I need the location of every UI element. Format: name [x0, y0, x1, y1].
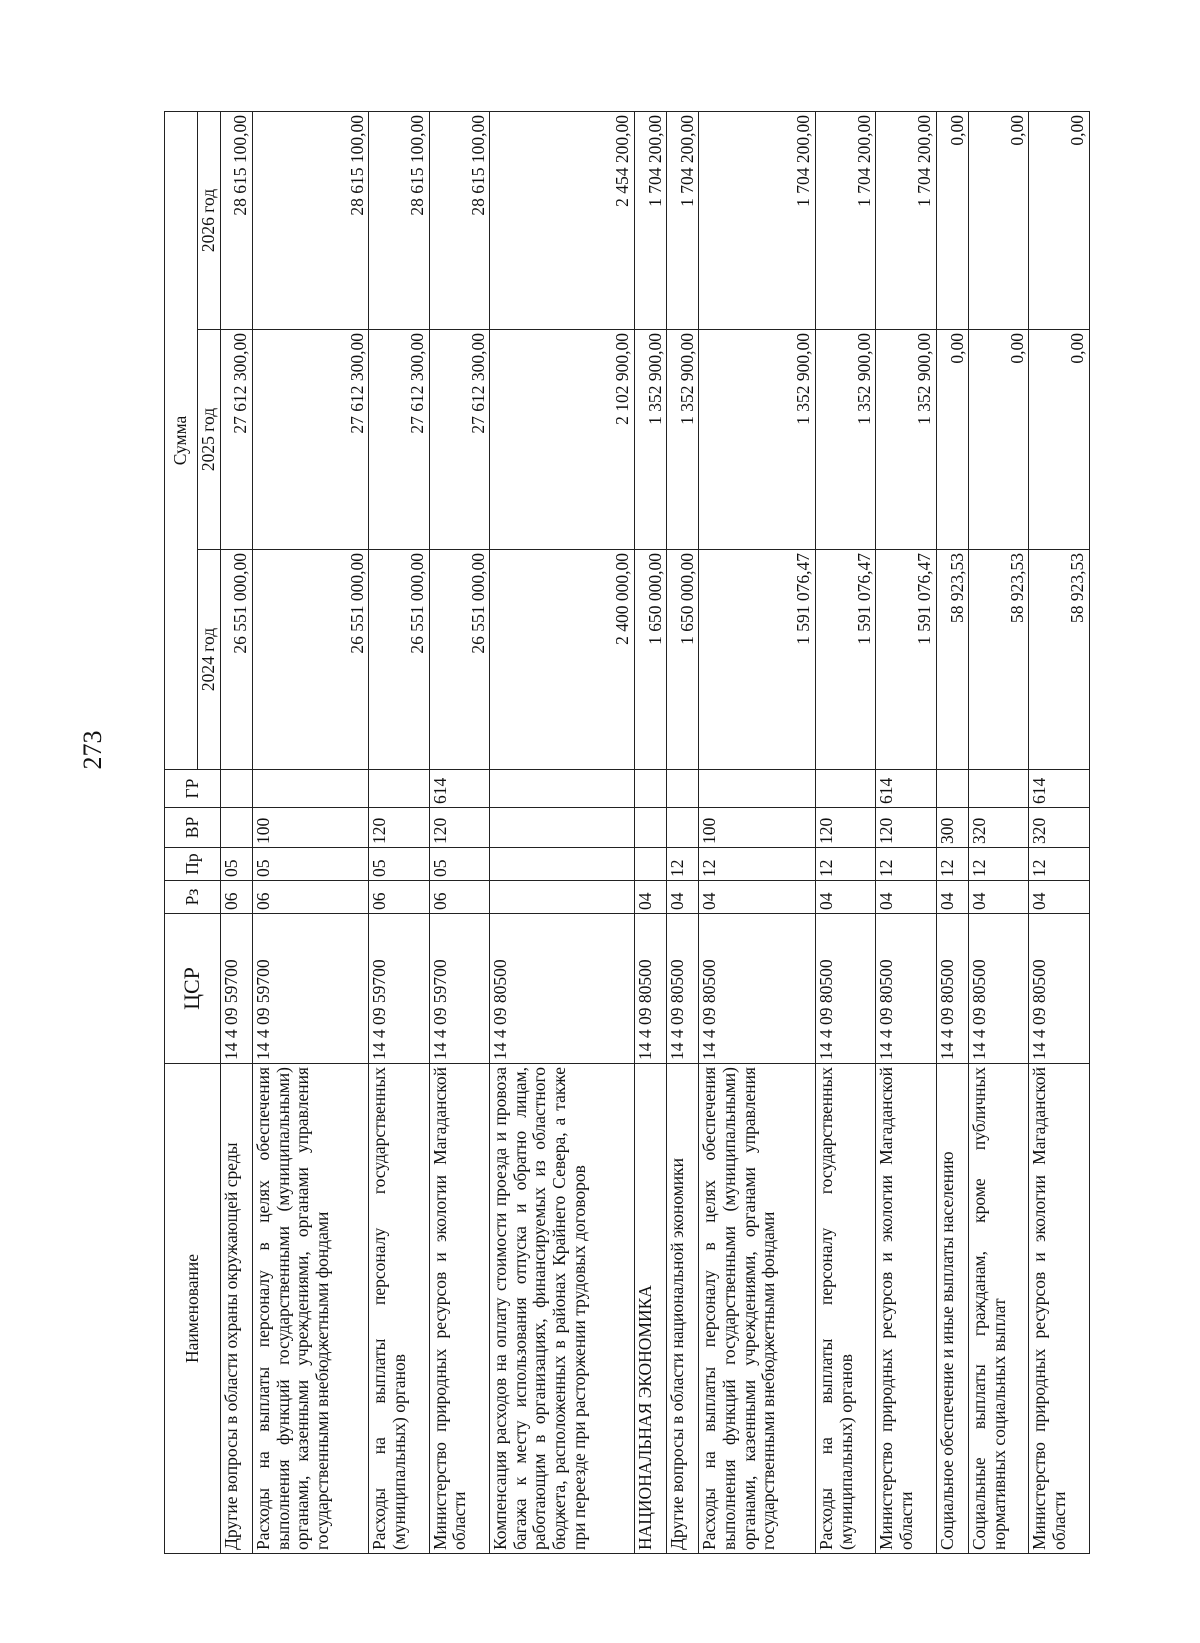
cell-sum-2026: 0,00: [936, 111, 968, 329]
cell-pr: 12: [667, 848, 699, 881]
cell-name: Расходы на выплаты персоналу государственных (муниципальных) органов: [815, 1064, 875, 1554]
cell-rz: 04: [699, 881, 816, 914]
cell-csr: 14 4 09 59700: [369, 914, 429, 1064]
cell-vr: [634, 808, 666, 848]
cell-sum-2026: 0,00: [969, 111, 1029, 329]
cell-pr: [490, 848, 635, 881]
cell-sum-2026: 1 704 200,00: [667, 111, 699, 329]
cell-gr: [252, 770, 369, 808]
cell-rz: 04: [815, 881, 875, 914]
cell-sum-2024: 58 923,53: [1029, 550, 1090, 770]
cell-name: Социальное обеспечение и иные выплаты населению: [936, 1064, 968, 1554]
cell-sum-2025: 0,00: [1029, 330, 1090, 550]
cell-vr: 120: [369, 808, 429, 848]
cell-name: Социальные выплаты гражданам, кроме публичных нормативных социальных выплат: [969, 1064, 1029, 1554]
rotated-table-wrapper: [164, 112, 1090, 1554]
cell-gr: [936, 770, 968, 808]
table-row: [815, 111, 875, 1553]
cell-rz: 04: [1029, 881, 1090, 914]
cell-vr: 300: [936, 808, 968, 848]
table-row: [490, 111, 635, 1553]
table-header: [165, 111, 221, 1553]
cell-sum-2024: 58 923,53: [936, 550, 968, 770]
cell-vr: 100: [699, 808, 816, 848]
cell-name: Другие вопросы в области национальной экономики: [667, 1064, 699, 1554]
cell-sum-2025: 27 612 300,00: [429, 330, 489, 550]
table-body: [220, 111, 1089, 1553]
cell-pr: 05: [220, 848, 252, 881]
table-row: [969, 111, 1029, 1553]
cell-sum-2025: 1 352 900,00: [667, 330, 699, 550]
cell-csr: 14 4 09 59700: [429, 914, 489, 1064]
cell-sum-2026: 0,00: [1029, 111, 1090, 329]
header-vr: ВР: [165, 808, 221, 848]
cell-name: Расходы на выплаты персоналу в целях обеспечения выполнения функций государственными (муниципальными) органами, казенными учреждениями, органами управления государственными внебюджетными фондами: [699, 1064, 816, 1554]
cell-pr: 12: [969, 848, 1029, 881]
cell-vr: 100: [252, 808, 369, 848]
cell-rz: 04: [876, 881, 936, 914]
cell-rz: 04: [936, 881, 968, 914]
cell-csr: 14 4 09 59700: [220, 914, 252, 1064]
cell-sum-2026: 28 615 100,00: [369, 111, 429, 329]
cell-sum-2025: 27 612 300,00: [220, 330, 252, 550]
cell-sum-2026: 1 704 200,00: [815, 111, 875, 329]
cell-rz: 06: [220, 881, 252, 914]
cell-gr: 614: [876, 770, 936, 808]
cell-csr: 14 4 09 80500: [699, 914, 816, 1064]
cell-vr: 320: [969, 808, 1029, 848]
cell-vr: [490, 808, 635, 848]
cell-csr: 14 4 09 80500: [969, 914, 1029, 1064]
cell-sum-2026: 1 704 200,00: [634, 111, 666, 329]
cell-sum-2024: 1 591 076,47: [699, 550, 816, 770]
cell-name: Другие вопросы в области охраны окружающей среды: [220, 1064, 252, 1554]
cell-sum-2026: 2 454 200,00: [490, 111, 635, 329]
cell-sum-2025: 2 102 900,00: [490, 330, 635, 550]
cell-rz: 06: [429, 881, 489, 914]
cell-sum-2024: 1 591 076,47: [815, 550, 875, 770]
table-row: [634, 111, 666, 1553]
cell-rz: 06: [369, 881, 429, 914]
cell-pr: 05: [429, 848, 489, 881]
cell-vr: 120: [429, 808, 489, 848]
cell-pr: 12: [699, 848, 816, 881]
cell-vr: [667, 808, 699, 848]
cell-rz: [490, 881, 635, 914]
cell-gr: [369, 770, 429, 808]
cell-sum-2026: 1 704 200,00: [876, 111, 936, 329]
cell-sum-2024: 26 551 000,00: [220, 550, 252, 770]
cell-sum-2024: 26 551 000,00: [429, 550, 489, 770]
cell-pr: [634, 848, 666, 881]
cell-vr: 120: [815, 808, 875, 848]
cell-name: Министерство природных ресурсов и экологии Магаданской области: [429, 1064, 489, 1554]
cell-gr: [699, 770, 816, 808]
cell-gr: [815, 770, 875, 808]
table-row: [220, 111, 252, 1553]
cell-csr: 14 4 09 80500: [876, 914, 936, 1064]
cell-csr: 14 4 09 80500: [634, 914, 666, 1064]
header-rz: Рз: [165, 881, 221, 914]
cell-vr: [220, 808, 252, 848]
cell-sum-2025: 1 352 900,00: [699, 330, 816, 550]
cell-csr: 14 4 09 80500: [667, 914, 699, 1064]
cell-name: Расходы на выплаты персоналу в целях обеспечения выполнения функций государственными (муниципальными) органами, казенными учреждениями, органами управления государственными внебюджетными фондами: [252, 1064, 369, 1554]
header-year-2025: 2025 год: [198, 330, 221, 550]
cell-sum-2025: 1 352 900,00: [634, 330, 666, 550]
header-csr: ЦСР: [165, 914, 221, 1064]
cell-gr: 614: [1029, 770, 1090, 808]
cell-pr: 05: [252, 848, 369, 881]
cell-gr: [490, 770, 635, 808]
header-sum: Сумма: [165, 111, 198, 769]
table-row: [252, 111, 369, 1553]
cell-csr: 14 4 09 80500: [490, 914, 635, 1064]
cell-sum-2026: 28 615 100,00: [429, 111, 489, 329]
cell-pr: 12: [876, 848, 936, 881]
cell-csr: 14 4 09 80500: [815, 914, 875, 1064]
cell-sum-2024: 26 551 000,00: [369, 550, 429, 770]
cell-sum-2025: 27 612 300,00: [369, 330, 429, 550]
cell-rz: 06: [252, 881, 369, 914]
cell-vr: 120: [876, 808, 936, 848]
table-row: [699, 111, 816, 1553]
cell-sum-2024: 1 591 076,47: [876, 550, 936, 770]
cell-pr: 12: [815, 848, 875, 881]
header-name: Наименование: [165, 1064, 221, 1554]
cell-gr: [969, 770, 1029, 808]
budget-table: [164, 111, 1090, 1554]
cell-csr: 14 4 09 80500: [1029, 914, 1090, 1064]
cell-pr: 12: [936, 848, 968, 881]
cell-sum-2025: 1 352 900,00: [815, 330, 875, 550]
cell-sum-2024: 1 650 000,00: [634, 550, 666, 770]
cell-sum-2026: 28 615 100,00: [252, 111, 369, 329]
cell-sum-2025: 0,00: [969, 330, 1029, 550]
cell-sum-2026: 1 704 200,00: [699, 111, 816, 329]
cell-sum-2024: 26 551 000,00: [252, 550, 369, 770]
cell-sum-2024: 58 923,53: [969, 550, 1029, 770]
cell-pr: 05: [369, 848, 429, 881]
cell-sum-2024: 1 650 000,00: [667, 550, 699, 770]
table-row: [936, 111, 968, 1553]
cell-name: НАЦИОНАЛЬНАЯ ЭКОНОМИКА: [634, 1064, 666, 1554]
cell-gr: 614: [429, 770, 489, 808]
page-number: 273: [78, 730, 107, 770]
cell-gr: [220, 770, 252, 808]
cell-gr: [634, 770, 666, 808]
cell-sum-2024: 2 400 000,00: [490, 550, 635, 770]
cell-sum-2026: 28 615 100,00: [220, 111, 252, 329]
cell-csr: 14 4 09 59700: [252, 914, 369, 1064]
cell-rz: 04: [634, 881, 666, 914]
header-year-2024: 2024 год: [198, 550, 221, 770]
cell-gr: [667, 770, 699, 808]
cell-sum-2025: 27 612 300,00: [252, 330, 369, 550]
cell-csr: 14 4 09 80500: [936, 914, 968, 1064]
cell-name: Министерство природных ресурсов и экологии Магаданской области: [1029, 1064, 1090, 1554]
table-row: [369, 111, 429, 1553]
cell-name: Расходы на выплаты персоналу государственных (муниципальных) органов: [369, 1064, 429, 1554]
cell-pr: 12: [1029, 848, 1090, 881]
table-row: [429, 111, 489, 1553]
cell-name: Министерство природных ресурсов и экологии Магаданской области: [876, 1064, 936, 1554]
cell-rz: 04: [667, 881, 699, 914]
table-row: [1029, 111, 1090, 1553]
cell-vr: 320: [1029, 808, 1090, 848]
header-year-2026: 2026 год: [198, 111, 221, 329]
cell-sum-2025: 0,00: [936, 330, 968, 550]
header-gr: ГР: [165, 770, 221, 808]
cell-sum-2025: 1 352 900,00: [876, 330, 936, 550]
table-row: [667, 111, 699, 1553]
header-pr: Пр: [165, 848, 221, 881]
cell-name: Компенсация расходов на оплату стоимости проезда и провоза багажа к месту использования отпуска и обратно лицам, работающим в организациях, финансируемых из областного бюджета, расположенных в районах Крайнего Севера, а также при переезде при расторжении трудовых договоров: [490, 1064, 635, 1554]
cell-rz: 04: [969, 881, 1029, 914]
table-row: [876, 111, 936, 1553]
